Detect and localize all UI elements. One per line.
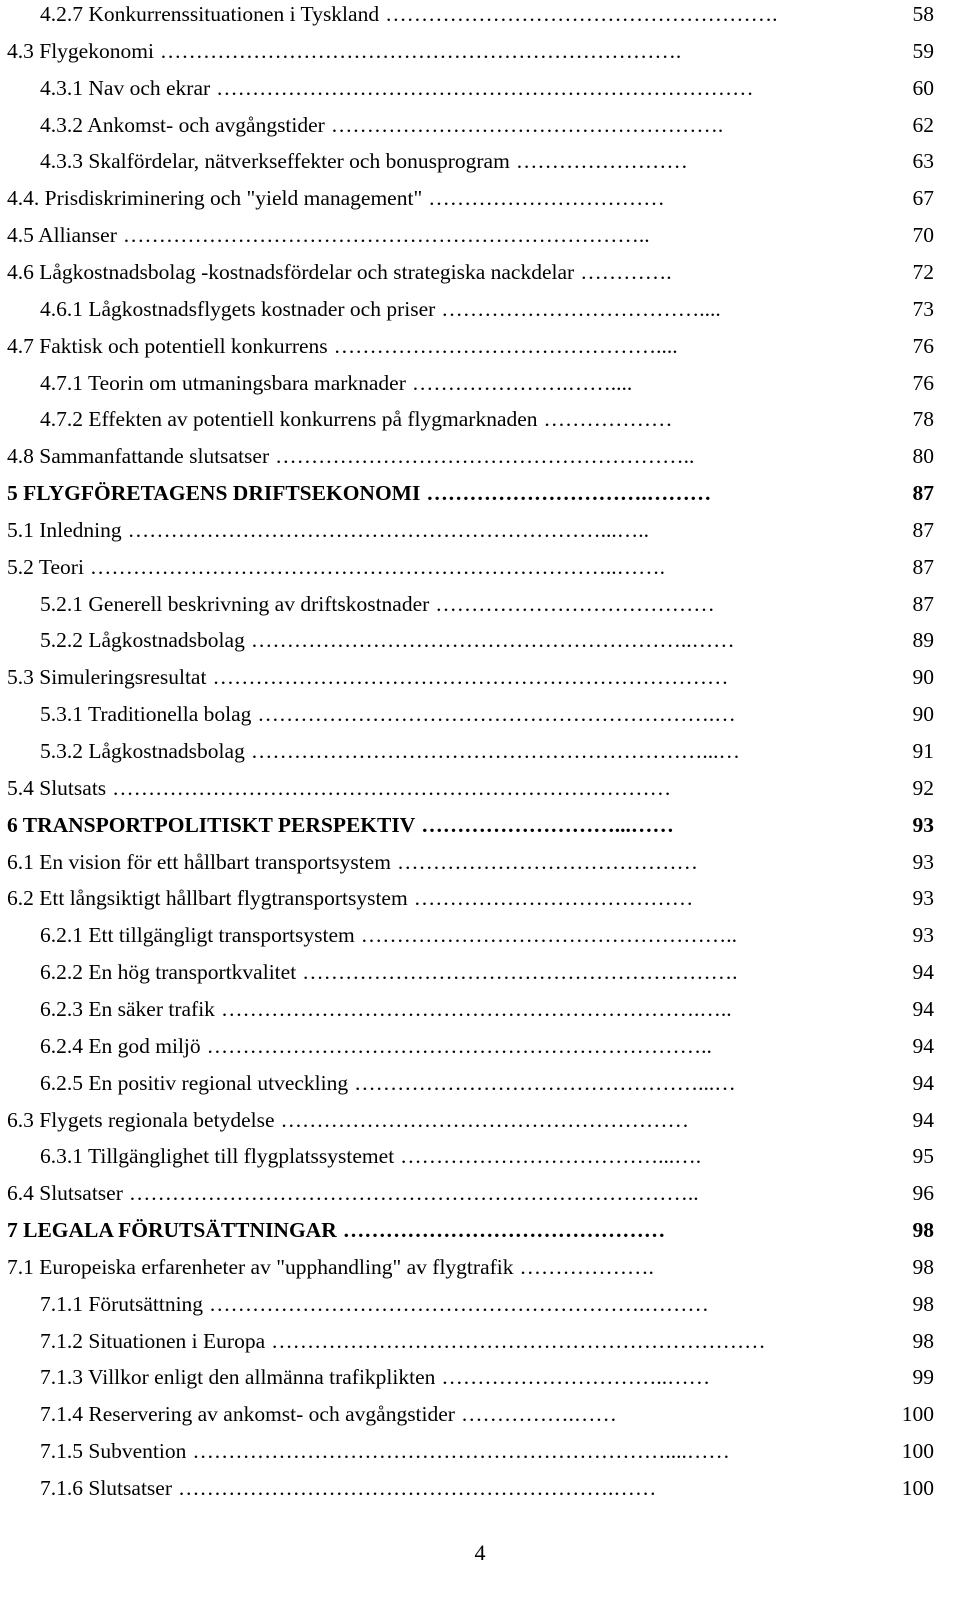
toc-entry-page-number: 93 xyxy=(912,923,934,948)
toc-entry[interactable] xyxy=(40,1289,934,1319)
toc-entry-title: 5.3.1 Traditionella bolag xyxy=(40,702,252,727)
toc-entry-title: 5 FLYGFÖRETAGENS DRIFTSEKONOMI xyxy=(7,481,421,506)
toc-entry-leader: …………………………… xyxy=(428,186,665,211)
toc-entry[interactable] xyxy=(40,1436,934,1466)
toc-entry-title: 4.7.2 Effekten av potentiell konkurrens på flygmarknaden xyxy=(40,407,538,432)
toc-entry-title: 4.6 Lågkostnadsbolag -kostnadsfördelar och strategiska nackdelar xyxy=(7,259,575,284)
toc-entry-leader: ……………………………….... xyxy=(441,296,721,321)
toc-entry[interactable] xyxy=(7,552,934,582)
toc-entry-leader: …………………………………………………………….. xyxy=(206,1033,712,1058)
toc-entry-title: 7.1.5 Subvention xyxy=(40,1439,187,1464)
toc-entry[interactable] xyxy=(40,73,934,103)
toc-entry-leader: ………………………………………………. xyxy=(330,112,724,137)
toc-entry-title: 4.3 Flygekonomi xyxy=(7,38,154,63)
toc-entry-title: 4.7.1 Teorin om utmaningsbara marknader xyxy=(40,370,406,395)
toc-entry-leader: …………………………..…… xyxy=(441,1365,711,1390)
toc-entry-title: 5.2 Teori xyxy=(7,554,84,579)
toc-entry-title: 6.2 Ett långsiktigt hållbart flygtransportsystem xyxy=(7,886,408,911)
toc-entry-page-number: 89 xyxy=(912,628,934,653)
toc-entry-page-number: 87 xyxy=(912,554,934,579)
toc-entry-leader: …………………………………………...… xyxy=(354,1070,736,1095)
toc-entry[interactable] xyxy=(7,1105,934,1135)
toc-entry[interactable] xyxy=(40,1141,934,1171)
toc-entry[interactable] xyxy=(40,368,934,398)
toc-entry-title: 4.3.2 Ankomst- och avgångstider xyxy=(40,112,325,137)
toc-entry[interactable] xyxy=(40,146,934,176)
toc-entry-page-number: 98 xyxy=(912,1291,934,1316)
toc-entry[interactable] xyxy=(40,404,934,434)
toc-entry[interactable] xyxy=(40,1362,934,1392)
toc-entry-page-number: 80 xyxy=(912,444,934,469)
toc-entry-leader: ………………………………………………………………..……. xyxy=(89,554,666,579)
toc-entry-title: 7.1.4 Reservering av ankomst- och avgångstider xyxy=(40,1402,455,1427)
toc-entry-leader: …………………………………………………….…… xyxy=(177,1476,657,1500)
toc-entry-title: 4.3.3 Skalfördelar, nätverkseffekter och bonusprogram xyxy=(40,149,510,174)
toc-entry-leader: ………………………………………………………...… xyxy=(250,739,740,763)
toc-entry-leader: …………………… xyxy=(515,149,688,174)
toc-entry-leader: ………………………………………………….. xyxy=(275,444,695,469)
toc-entry[interactable] xyxy=(7,220,934,250)
toc-entry-leader: ……………………………………………………………… xyxy=(212,665,729,690)
toc-entry-page-number: 100 xyxy=(901,1402,934,1427)
toc-entry-page-number: 93 xyxy=(912,886,934,911)
toc-entry-leader: ………………………………………………. xyxy=(385,2,778,26)
toc-entry-page-number: 94 xyxy=(912,960,934,985)
toc-entry-page-number: 95 xyxy=(912,1144,934,1169)
toc-entry-leader: ………………….…….... xyxy=(411,370,633,395)
toc-entry[interactable] xyxy=(40,625,934,655)
toc-entry-leader: ……………………………………… xyxy=(342,1218,666,1243)
toc-entry-title: 4.8 Sammanfattande slutsatser xyxy=(7,444,270,469)
toc-entry-title: 5.2.2 Lågkostnadsbolag xyxy=(40,628,245,653)
toc-entry[interactable] xyxy=(7,515,934,545)
toc-entry-title: 6.3.1 Tillgänglighet till flygplatssystemet xyxy=(40,1144,395,1169)
toc-entry-page-number: 59 xyxy=(912,38,934,63)
toc-entry-title: 5.3 Simuleringsresultat xyxy=(7,665,207,690)
toc-entry-title: 5.4 Slutsats xyxy=(7,775,107,800)
toc-entry-leader: ………………………………………………… xyxy=(280,1107,689,1132)
toc-entry-page-number: 76 xyxy=(912,370,934,395)
toc-entry-page-number: 100 xyxy=(901,1439,934,1464)
toc-entry[interactable] xyxy=(40,699,934,729)
toc-entry-page-number: 96 xyxy=(912,1181,934,1206)
toc-entry-page-number: 87 xyxy=(912,591,934,616)
toc-entry-title: 7.1 Europeiska erfarenheter av "upphandling" av flygtrafik xyxy=(7,1254,514,1279)
toc-entry-page-number: 98 xyxy=(912,1328,934,1353)
toc-entry-page-number: 78 xyxy=(912,407,934,432)
toc-entry-leader: …………………………………………….. xyxy=(360,923,737,948)
page-number: 4 xyxy=(474,1540,486,1565)
toc-entry-title: 4.6.1 Lågkostnadsflygets kostnader och priser xyxy=(40,296,436,321)
toc-entry-page-number: 94 xyxy=(912,996,934,1021)
toc-entry-page-number: 63 xyxy=(912,149,934,174)
toc-entry[interactable] xyxy=(7,662,934,692)
toc-entry-page-number: 94 xyxy=(912,1033,934,1058)
toc-entry-title: 5.3.2 Lågkostnadsbolag xyxy=(40,739,245,763)
toc-entry-page-number: 90 xyxy=(912,702,934,727)
toc-entry-page-number: 87 xyxy=(912,517,934,542)
toc-entry-leader: ………………………………… xyxy=(435,591,715,616)
toc-entry[interactable] xyxy=(7,36,934,66)
toc-entry[interactable] xyxy=(40,957,934,987)
toc-entry-title: 5.2.1 Generell beskrivning av driftskostnader xyxy=(40,591,430,616)
toc-entry-page-number: 90 xyxy=(912,665,934,690)
toc-entry[interactable] xyxy=(40,589,934,619)
toc-entry-title: 7.1.2 Situationen i Europa xyxy=(40,1328,266,1353)
toc-entry-title: 6.2.5 En positiv regional utveckling xyxy=(40,1070,349,1095)
toc-entry-leader: …………………………………………………………………….. xyxy=(128,1181,699,1206)
toc-entry-leader: …………………………………… xyxy=(396,849,698,874)
toc-entry-title: 6.2.1 Ett tillgängligt transportsystem xyxy=(40,923,355,948)
toc-entry-leader: ………………………………… xyxy=(413,886,694,911)
toc-entry-title: 5.1 Inledning xyxy=(7,517,122,542)
toc-entry[interactable] xyxy=(40,736,934,766)
toc-entry-page-number: 99 xyxy=(912,1365,934,1390)
toc-entry-leader: ………………………………………………………………… xyxy=(216,75,754,100)
toc-entry-title: 4.5 Allianser xyxy=(7,223,117,248)
toc-entry[interactable] xyxy=(40,1031,934,1061)
toc-entry-title: 4.4. Prisdiskriminering och "yield management" xyxy=(7,186,423,211)
toc-entry-leader: …………………………………………………………....…… xyxy=(192,1439,730,1464)
toc-entry-page-number: 92 xyxy=(912,775,934,800)
toc-entry-title: 4.7 Faktisk och potentiell konkurrens xyxy=(7,333,328,358)
toc-entry-leader: ………………. xyxy=(519,1254,654,1279)
toc-entry[interactable] xyxy=(7,183,934,213)
toc-entry-leader: ……………………………………….... xyxy=(333,333,678,358)
toc-entry-page-number: 93 xyxy=(912,849,934,874)
toc-entry-title: 6 TRANSPORTPOLITISKT PERSPEKTIV xyxy=(7,812,416,837)
toc-entry-leader: …………………………………………………….……… xyxy=(209,1291,709,1316)
toc-entry-title: 6.3 Flygets regionala betydelse xyxy=(7,1107,275,1132)
toc-entry-page-number: 91 xyxy=(912,739,934,763)
toc-entry-page-number: 60 xyxy=(912,75,934,100)
toc-entry-title: 6.2.2 En hög transportkvalitet xyxy=(40,960,297,985)
toc-entry-title: 7.1.3 Villkor enligt den allmänna trafikplikten xyxy=(40,1365,436,1390)
toc-entry-title: 7.1.6 Slutsatser xyxy=(40,1476,172,1500)
toc-entry[interactable] xyxy=(40,110,934,140)
toc-entry-leader: …………….…… xyxy=(460,1402,617,1427)
toc-entry-page-number: 93 xyxy=(912,812,934,837)
toc-entry-title: 6.2.3 En säker trafik xyxy=(40,996,215,1021)
toc-entry[interactable] xyxy=(7,883,934,913)
toc-entry-page-number: 67 xyxy=(912,186,934,211)
toc-entry[interactable] xyxy=(7,1215,934,1245)
toc-entry[interactable] xyxy=(40,1473,934,1503)
toc-entry[interactable] xyxy=(7,331,934,361)
toc-entry-leader: ………………………………………………………….….. xyxy=(220,996,732,1021)
toc-entry-page-number: 87 xyxy=(912,481,934,506)
toc-entry-page-number: 100 xyxy=(901,1476,934,1500)
toc-entry-title: 4.2.7 Konkurrenssituationen i Tyskland xyxy=(40,2,380,26)
toc-entry[interactable] xyxy=(7,441,934,471)
toc-entry[interactable] xyxy=(40,920,934,950)
toc-entry[interactable] xyxy=(40,1326,934,1356)
toc-entry-page-number: 62 xyxy=(912,112,934,137)
toc-entry-leader: ……………… xyxy=(543,407,673,432)
toc-entry-leader: ………………………………………………………………. xyxy=(159,38,682,63)
toc-entry-leader: ……………………………………………………….… xyxy=(257,702,736,727)
toc-entry-page-number: 73 xyxy=(912,296,934,321)
toc-entry[interactable] xyxy=(40,1399,934,1429)
toc-entry-page-number: 72 xyxy=(912,259,934,284)
toc-entry-leader: ……………………………………………………. xyxy=(302,960,738,985)
toc-entry-page-number: 76 xyxy=(912,333,934,358)
toc-entry[interactable] xyxy=(7,1252,934,1282)
toc-entry-page-number: 58 xyxy=(912,2,934,26)
toc-entry-leader: ………………………...…… xyxy=(421,812,674,837)
toc-entry[interactable] xyxy=(40,1068,934,1098)
toc-entry-leader: …………………………………………………………………… xyxy=(112,775,672,800)
toc-entry-title: 6.2.4 En god miljö xyxy=(40,1033,201,1058)
toc-entry[interactable] xyxy=(7,478,934,508)
toc-entry[interactable] xyxy=(7,1178,934,1208)
toc-entry-title: 6.1 En vision för ett hållbart transportsystem xyxy=(7,849,391,874)
toc-entry[interactable] xyxy=(7,810,934,840)
toc-entry[interactable] xyxy=(7,257,934,287)
toc-entry-page-number: 98 xyxy=(912,1254,934,1279)
toc-entry-page-number: 98 xyxy=(912,1218,934,1243)
toc-entry-title: 7 LEGALA FÖRUTSÄTTNINGAR xyxy=(7,1218,337,1243)
toc-entry-leader: ………………………………...…. xyxy=(400,1144,702,1169)
toc-entry-title: 6.4 Slutsatser xyxy=(7,1181,123,1206)
toc-entry[interactable] xyxy=(40,994,934,1024)
toc-entry-leader: …………………………………………………………...….. xyxy=(127,517,650,542)
toc-entry[interactable] xyxy=(7,847,934,877)
toc-entry[interactable] xyxy=(40,0,934,29)
toc-entry[interactable] xyxy=(7,773,934,803)
toc-entry-title: 7.1.1 Förutsättning xyxy=(40,1291,204,1316)
toc-entry-leader: …………. xyxy=(580,259,672,284)
toc-entry-leader: ……………………………………………………………….. xyxy=(122,223,650,248)
toc-entry-leader: …………………………………………………………… xyxy=(271,1328,766,1353)
toc-entry-page-number: 94 xyxy=(912,1070,934,1095)
toc-entry-leader: ……………………………………………………..…… xyxy=(250,628,735,653)
toc-entry-page-number: 70 xyxy=(912,223,934,248)
toc-entry-title: 4.3.1 Nav och ekrar xyxy=(40,75,211,100)
toc-entry-page-number: 94 xyxy=(912,1107,934,1132)
toc-entry-leader: ………………………….……… xyxy=(426,481,712,506)
toc-entry[interactable] xyxy=(40,294,934,324)
